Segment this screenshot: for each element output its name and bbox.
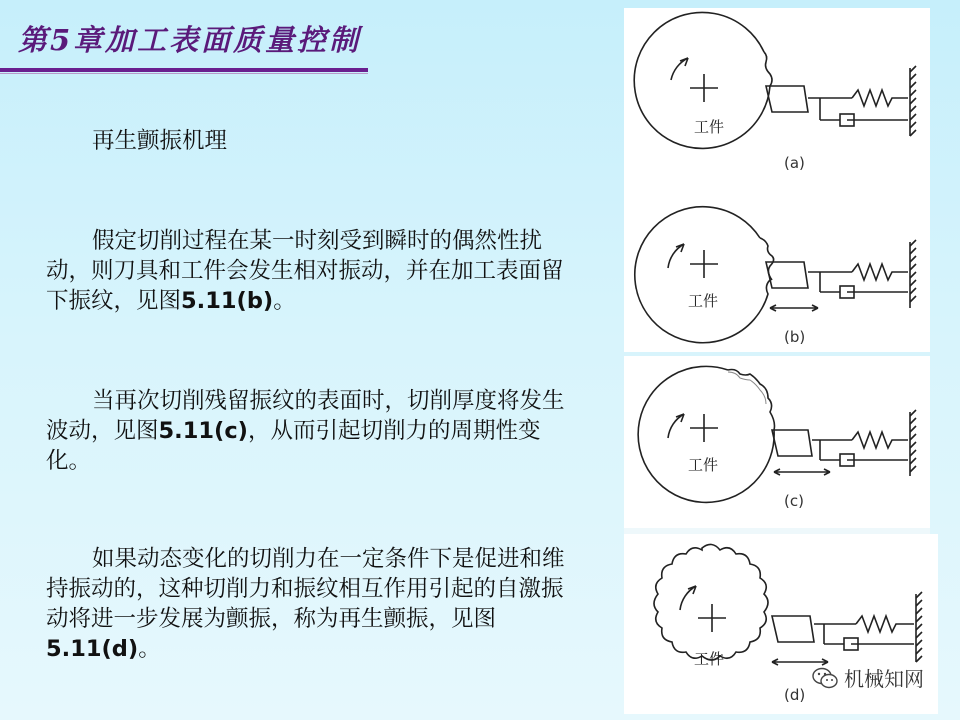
- figure-c-drawing: [624, 356, 930, 528]
- figure-caption: (d): [784, 686, 806, 704]
- workpiece-edge: [764, 52, 772, 86]
- figure-caption: (c): [784, 492, 804, 510]
- figure-a: [624, 8, 930, 184]
- wechat-icon: [812, 667, 838, 689]
- spring: [852, 90, 908, 106]
- workpiece-circle: [635, 207, 770, 343]
- paragraph-heading-text: 再生颤振机理: [92, 128, 228, 154]
- cutting-tool: [772, 616, 814, 642]
- workpiece-label: 工件: [694, 650, 725, 668]
- paragraph-thickness-end: ，从而引起切削力的周期性变化。: [46, 418, 541, 474]
- title-underline: [0, 68, 368, 72]
- paragraph-heading: [46, 126, 566, 156]
- rotation-arrow: [668, 414, 684, 438]
- workpiece-chatter-surface: [654, 544, 768, 660]
- figure-ref-d: 5.11(d): [46, 636, 139, 662]
- paragraph-chatter-end: 。: [138, 636, 161, 662]
- rotation-arrow: [671, 58, 688, 80]
- workpiece-circle: [638, 366, 774, 502]
- spring: [856, 616, 914, 632]
- workpiece-wavy-edge: [728, 370, 775, 431]
- paragraph-disturbance-end: 。: [273, 288, 296, 314]
- figure-c: [624, 356, 930, 528]
- workpiece-label: 工件: [688, 292, 719, 310]
- watermark-text: 机械知网: [844, 667, 924, 691]
- rotation-arrow: [680, 586, 696, 610]
- spring: [852, 264, 908, 280]
- figure-ref-b: 5.11(b): [181, 288, 274, 314]
- page-title: 第5章加工表面质量控制: [18, 23, 362, 57]
- figure-ref-c: 5.11(c): [158, 418, 248, 444]
- paragraph-disturbance: [46, 226, 566, 316]
- watermark: [812, 663, 924, 692]
- title-underline-shadow: [0, 73, 368, 74]
- cutting-tool: [766, 262, 808, 288]
- rotation-arrow: [668, 244, 684, 268]
- workpiece-label: 工件: [694, 118, 725, 136]
- figure-b-drawing: [624, 184, 930, 352]
- vibration-arrow: [774, 469, 830, 475]
- paragraph-disturbance-text: 假定切削过程在某一时刻受到瞬时的偶然性扰动，则刀具和工件会发生相对振动，并在加工表面留下振纹，见图: [46, 228, 564, 314]
- spring: [852, 432, 908, 448]
- paragraph-thickness: [46, 386, 566, 476]
- figure-a-drawing: [624, 8, 930, 184]
- workpiece-wavy-edge: [760, 238, 774, 280]
- vibration-arrow: [770, 305, 818, 311]
- figure-b: [624, 184, 930, 352]
- figure-caption: (b): [784, 328, 806, 346]
- cutting-tool: [766, 86, 808, 112]
- cutting-tool: [772, 430, 812, 456]
- paragraph-chatter-text: 如果动态变化的切削力在一定条件下是促进和维持振动的，这种切削力和振纹相互作用引起的自激振动将进一步发展为颤振，称为再生颤振，见图: [46, 546, 565, 632]
- paragraph-thickness-text: 当再次切削残留振纹的表面时，切削厚度将发生波动，见图: [46, 388, 565, 444]
- figure-caption: (a): [784, 154, 805, 172]
- workpiece-label: 工件: [688, 456, 719, 474]
- paragraph-chatter: [46, 544, 566, 664]
